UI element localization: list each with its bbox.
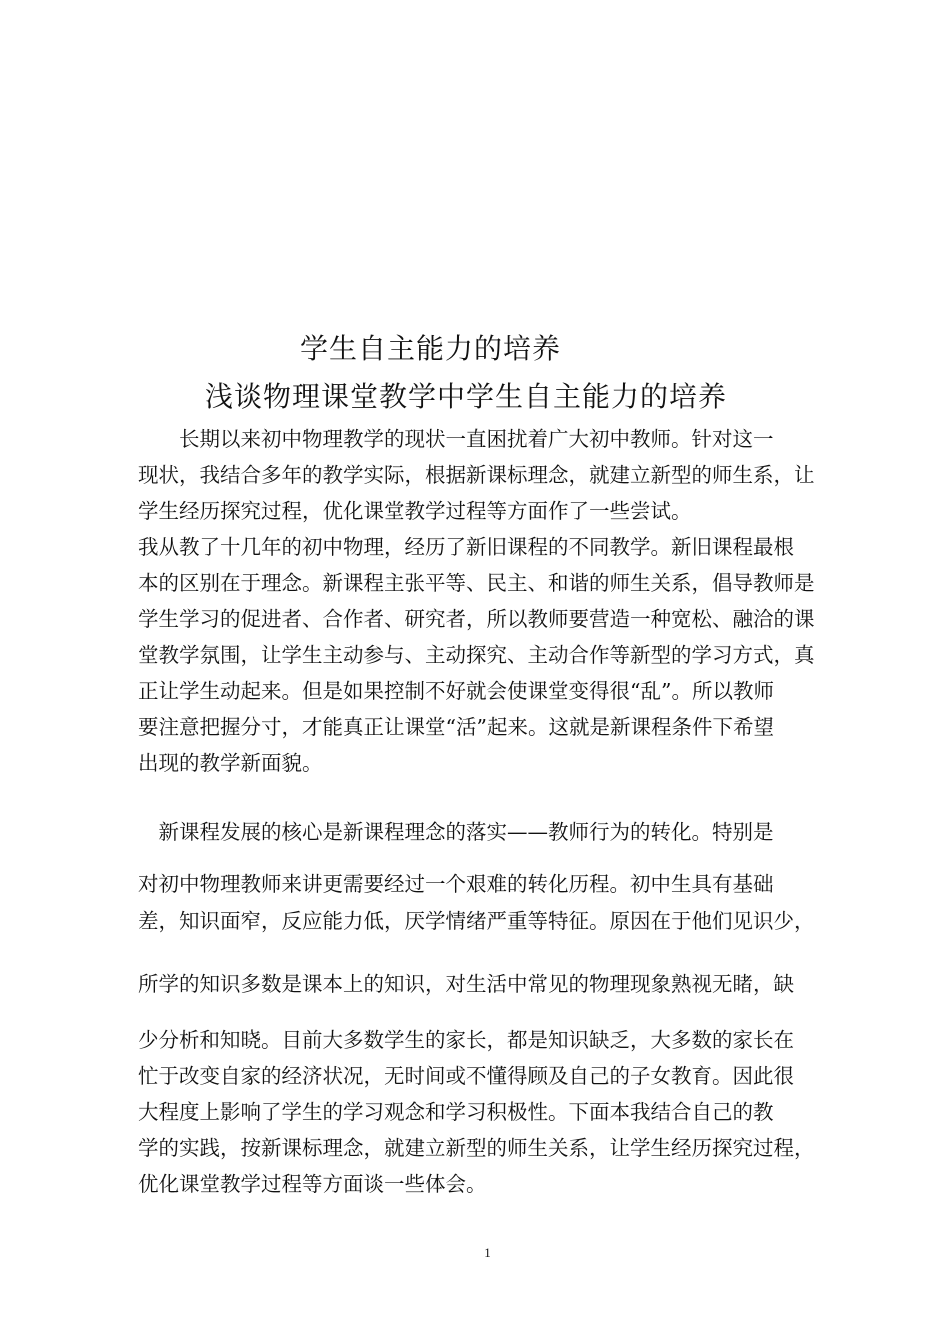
body-line: 出现的教学新面貌。 <box>138 751 323 775</box>
body-line: 大程度上影响了学生的学习观念和学习积极性。下面本我结合自己的教 <box>138 1100 774 1124</box>
body-line: 本的区别在于理念。新课程主张平等、民主、和谐的师生关系，倡导教师是 <box>138 571 815 595</box>
body-line: 新课程发展的核心是新课程理念的落实——教师行为的转化。特别是 <box>138 820 774 844</box>
body-line: 优化课堂教学过程等方面谈一些体会。 <box>138 1172 487 1196</box>
document-subtitle: 浅谈物理课堂教学中学生自主能力的培养 <box>205 380 728 413</box>
body-line: 对初中物理教师来讲更需要经过一个艰难的转化历程。初中生具有基础 <box>138 872 774 896</box>
body-line: 我从教了十几年的初中物理，经历了新旧课程的不同教学。新旧课程最根 <box>138 535 794 559</box>
document-title: 学生自主能力的培养 <box>300 332 562 365</box>
body-line: 所学的知识多数是课本上的知识，对生活中常见的物理现象熟视无睹，缺 <box>138 972 794 996</box>
body-line: 忙于改变自家的经济状况，无时间或不懂得顾及自己的子女教育。因此很 <box>138 1064 794 1088</box>
body-line: 要注意把握分寸，才能真正让课堂“活”起来。这就是新课程条件下希望 <box>138 715 774 739</box>
body-line: 堂教学氛围，让学生主动参与、主动探究、主动合作等新型的学习方式，真 <box>138 643 815 667</box>
body-line: 现状，我结合多年的教学实际，根据新课标理念，就建立新型的师生系，让 <box>138 463 815 487</box>
body-line: 少分析和知晓。目前大多数学生的家长，都是知识缺乏，大多数的家长在 <box>138 1028 794 1052</box>
body-line: 长期以来初中物理教学的现状一直困扰着广大初中教师。针对这一 <box>138 427 774 451</box>
body-line: 学生经历探究过程，优化课堂教学过程等方面作了一些尝试。 <box>138 499 692 523</box>
body-line: 学生学习的促进者、合作者、研究者，所以教师要营造一种宽松、融洽的课 <box>138 607 815 631</box>
body-line: 差，知识面窄，反应能力低，厌学情绪严重等特征。原因在于他们见识少， <box>138 909 815 933</box>
body-line: 学的实践，按新课标理念，就建立新型的师生关系，让学生经历探究过程， <box>138 1136 815 1160</box>
page-number: 1 <box>484 1245 491 1260</box>
body-line: 正让学生动起来。但是如果控制不好就会使课堂变得很“乱”。所以教师 <box>138 679 774 703</box>
